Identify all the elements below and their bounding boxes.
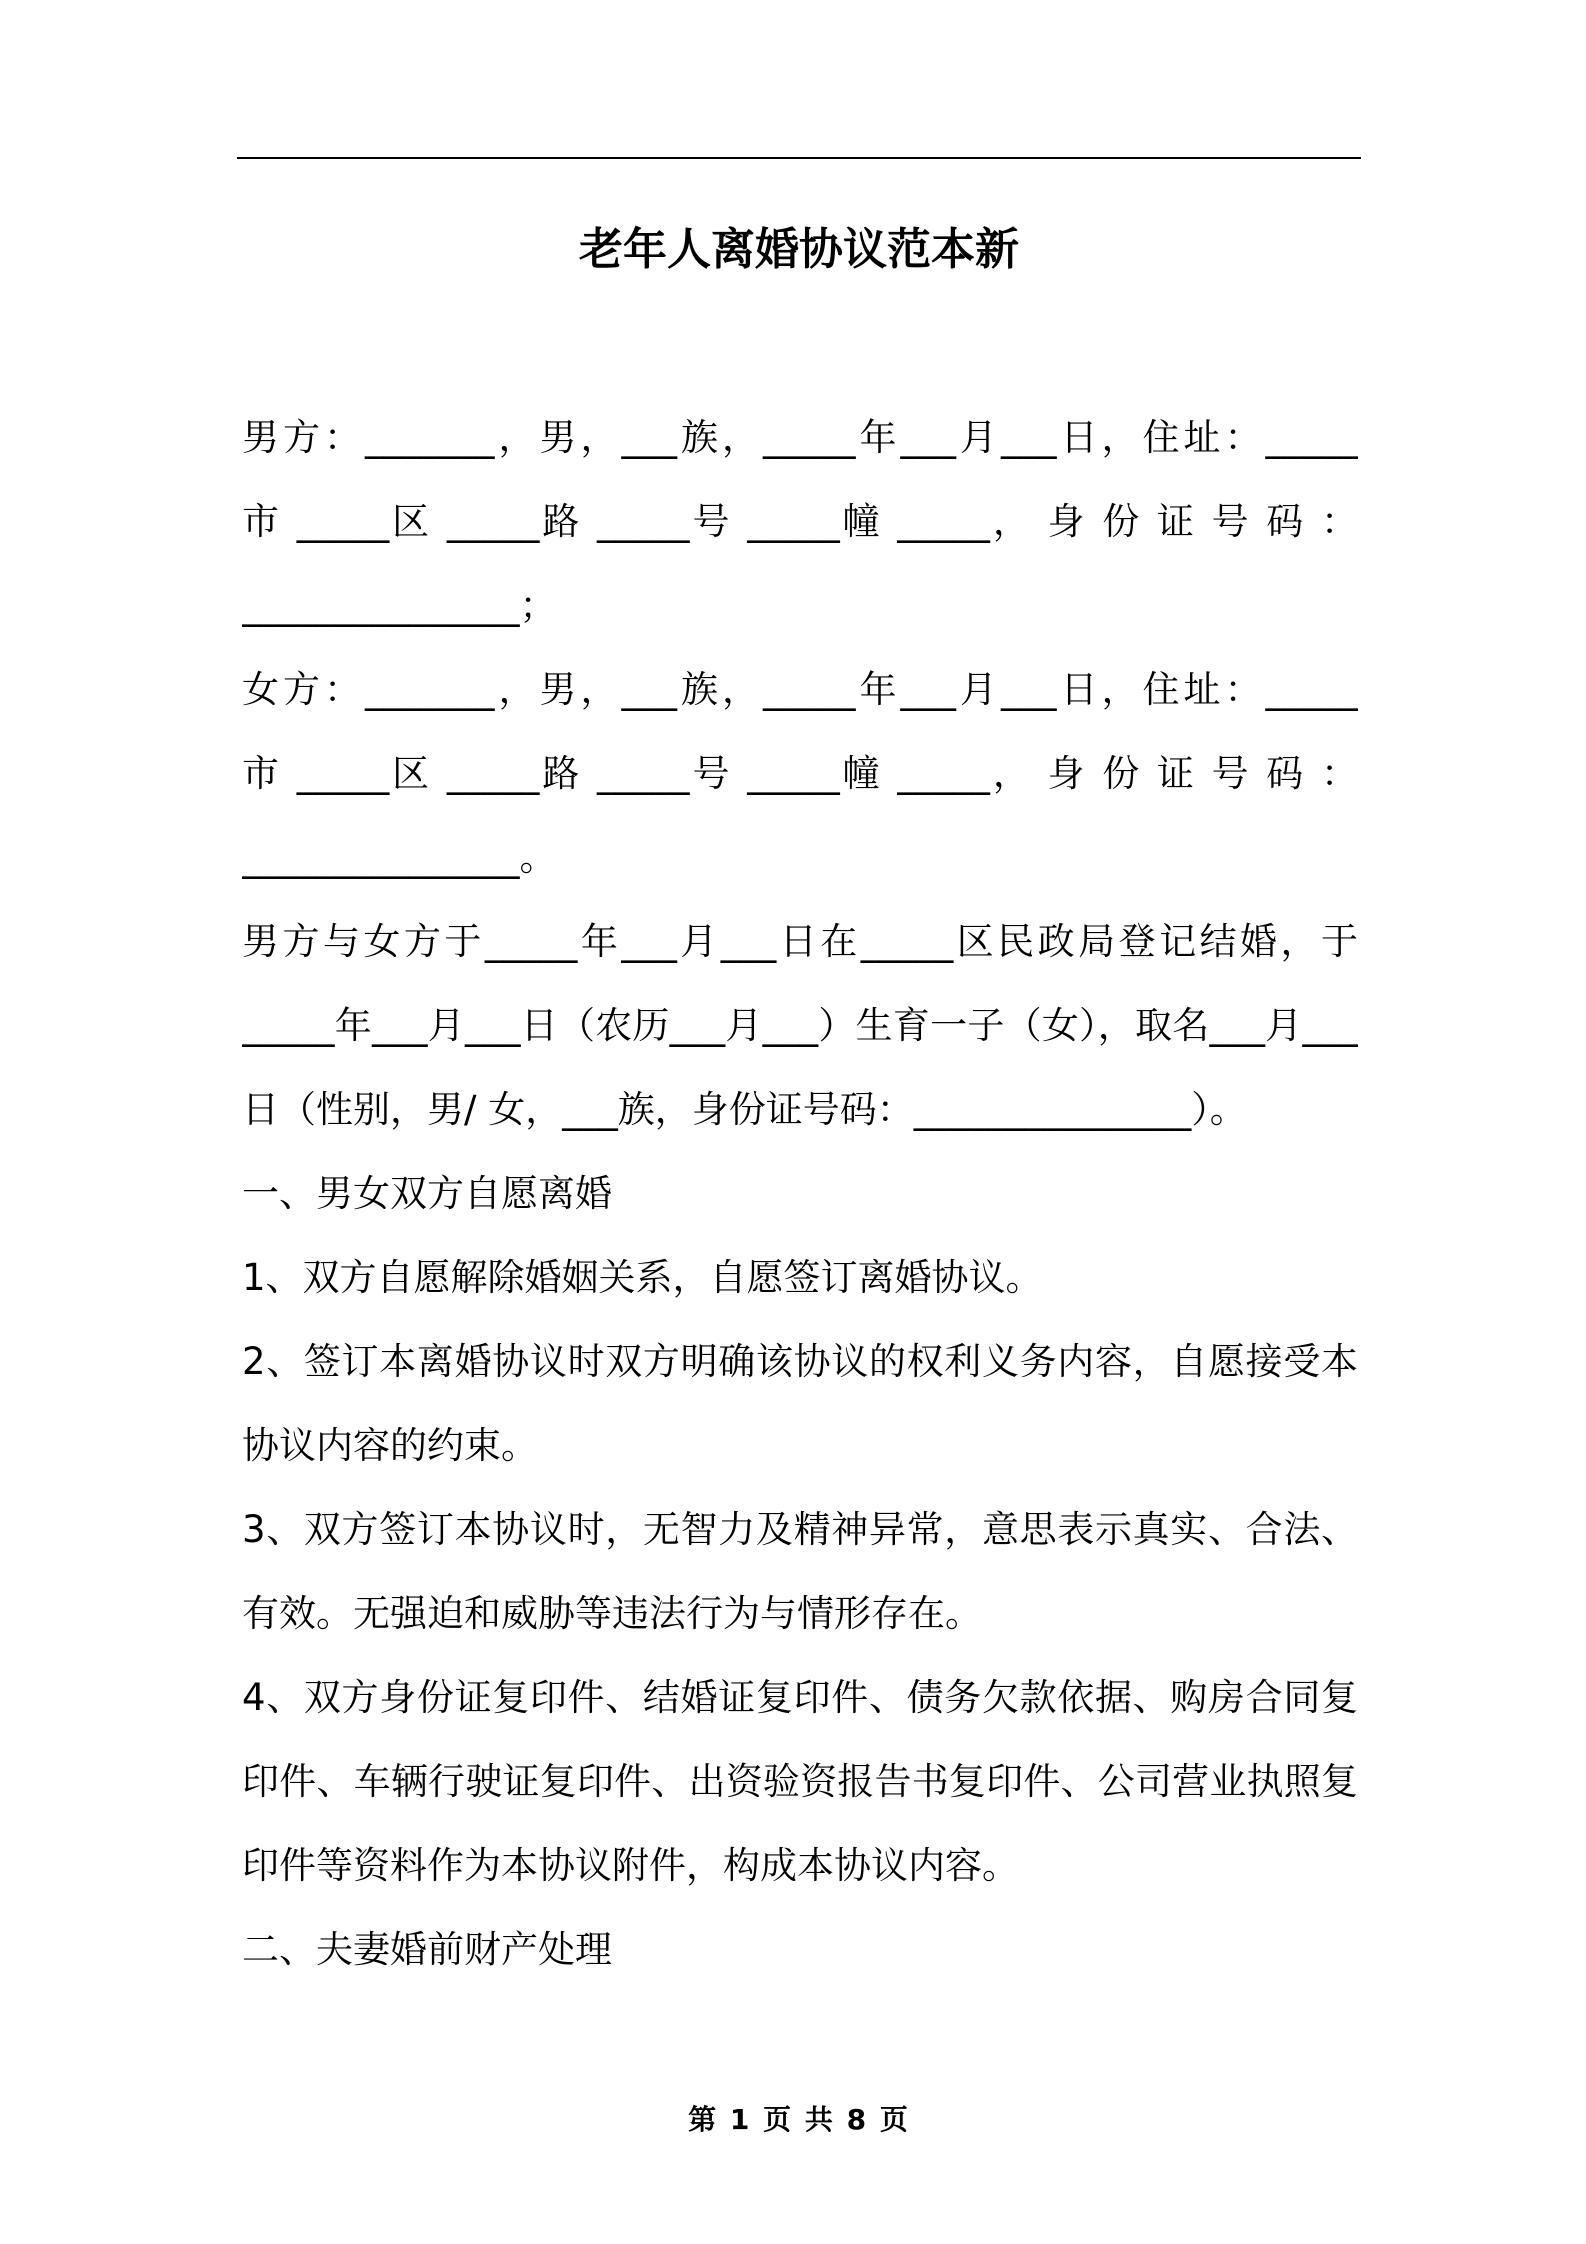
- clause-4-continued: 印件、车辆行驶证复印件、出资验资报告书复印件、公司营业执照复: [242, 1760, 1358, 1803]
- text-line-child-id: 日（性别，男/ 女，___族，身份证号码：_______________）。: [242, 1088, 1247, 1131]
- clause-3-continued: 有效。无强迫和威胁等违法行为与情形存在。: [242, 1592, 982, 1635]
- clause-2: 2、签订本离婚协议时双方明确该协议的权利义务内容，自愿接受本: [242, 1340, 1358, 1383]
- clause-3: 3、双方签订本协议时，无智力及精神异常，意思表示真实、合法、: [242, 1508, 1358, 1551]
- text-line-marriage-info: 男方与女方于_____年___月___日在_____区民政局登记结婚，于: [242, 920, 1358, 963]
- text-line-female-party: 女方：_______，男，___族，_____年___月___日，住址：_____: [242, 668, 1358, 711]
- text-line-child-info: _____年___月___日（农历___月___）生育一子（女），取名___月___: [242, 1004, 1358, 1047]
- section-heading-1: 一、男女双方自愿离婚: [242, 1172, 612, 1215]
- page-number: 第 1 页 共 8 页: [688, 2103, 910, 2136]
- text-line-female-id: _______________。: [242, 836, 557, 879]
- header-rule: [237, 157, 1361, 159]
- section-heading-2: 二、夫妻婚前财产处理: [242, 1928, 612, 1971]
- clause-4-end: 印件等资料作为本协议附件，构成本协议内容。: [242, 1844, 1019, 1887]
- clause-2-continued: 协议内容的约束。: [242, 1424, 538, 1467]
- text-line-male-party: 男方：_______，男，___族，_____年___月___日，住址：_____: [242, 416, 1358, 459]
- clause-1: 1、双方自愿解除婚姻关系，自愿签订离婚协议。: [242, 1256, 1043, 1299]
- text-line-male-address: 市 _____区 _____路 _____号 _____幢 _____， 身 份 证 号 码 ：: [242, 500, 1358, 543]
- text-line-female-address: 市 _____区 _____路 _____号 _____幢 _____， 身 份 证 号 码 ：: [242, 752, 1358, 795]
- text-line-male-id: _______________；: [242, 584, 557, 627]
- document-title: 老年人离婚协议范本新: [579, 224, 1019, 275]
- clause-4: 4、双方身份证复印件、结婚证复印件、债务欠款依据、购房合同复: [242, 1676, 1358, 1719]
